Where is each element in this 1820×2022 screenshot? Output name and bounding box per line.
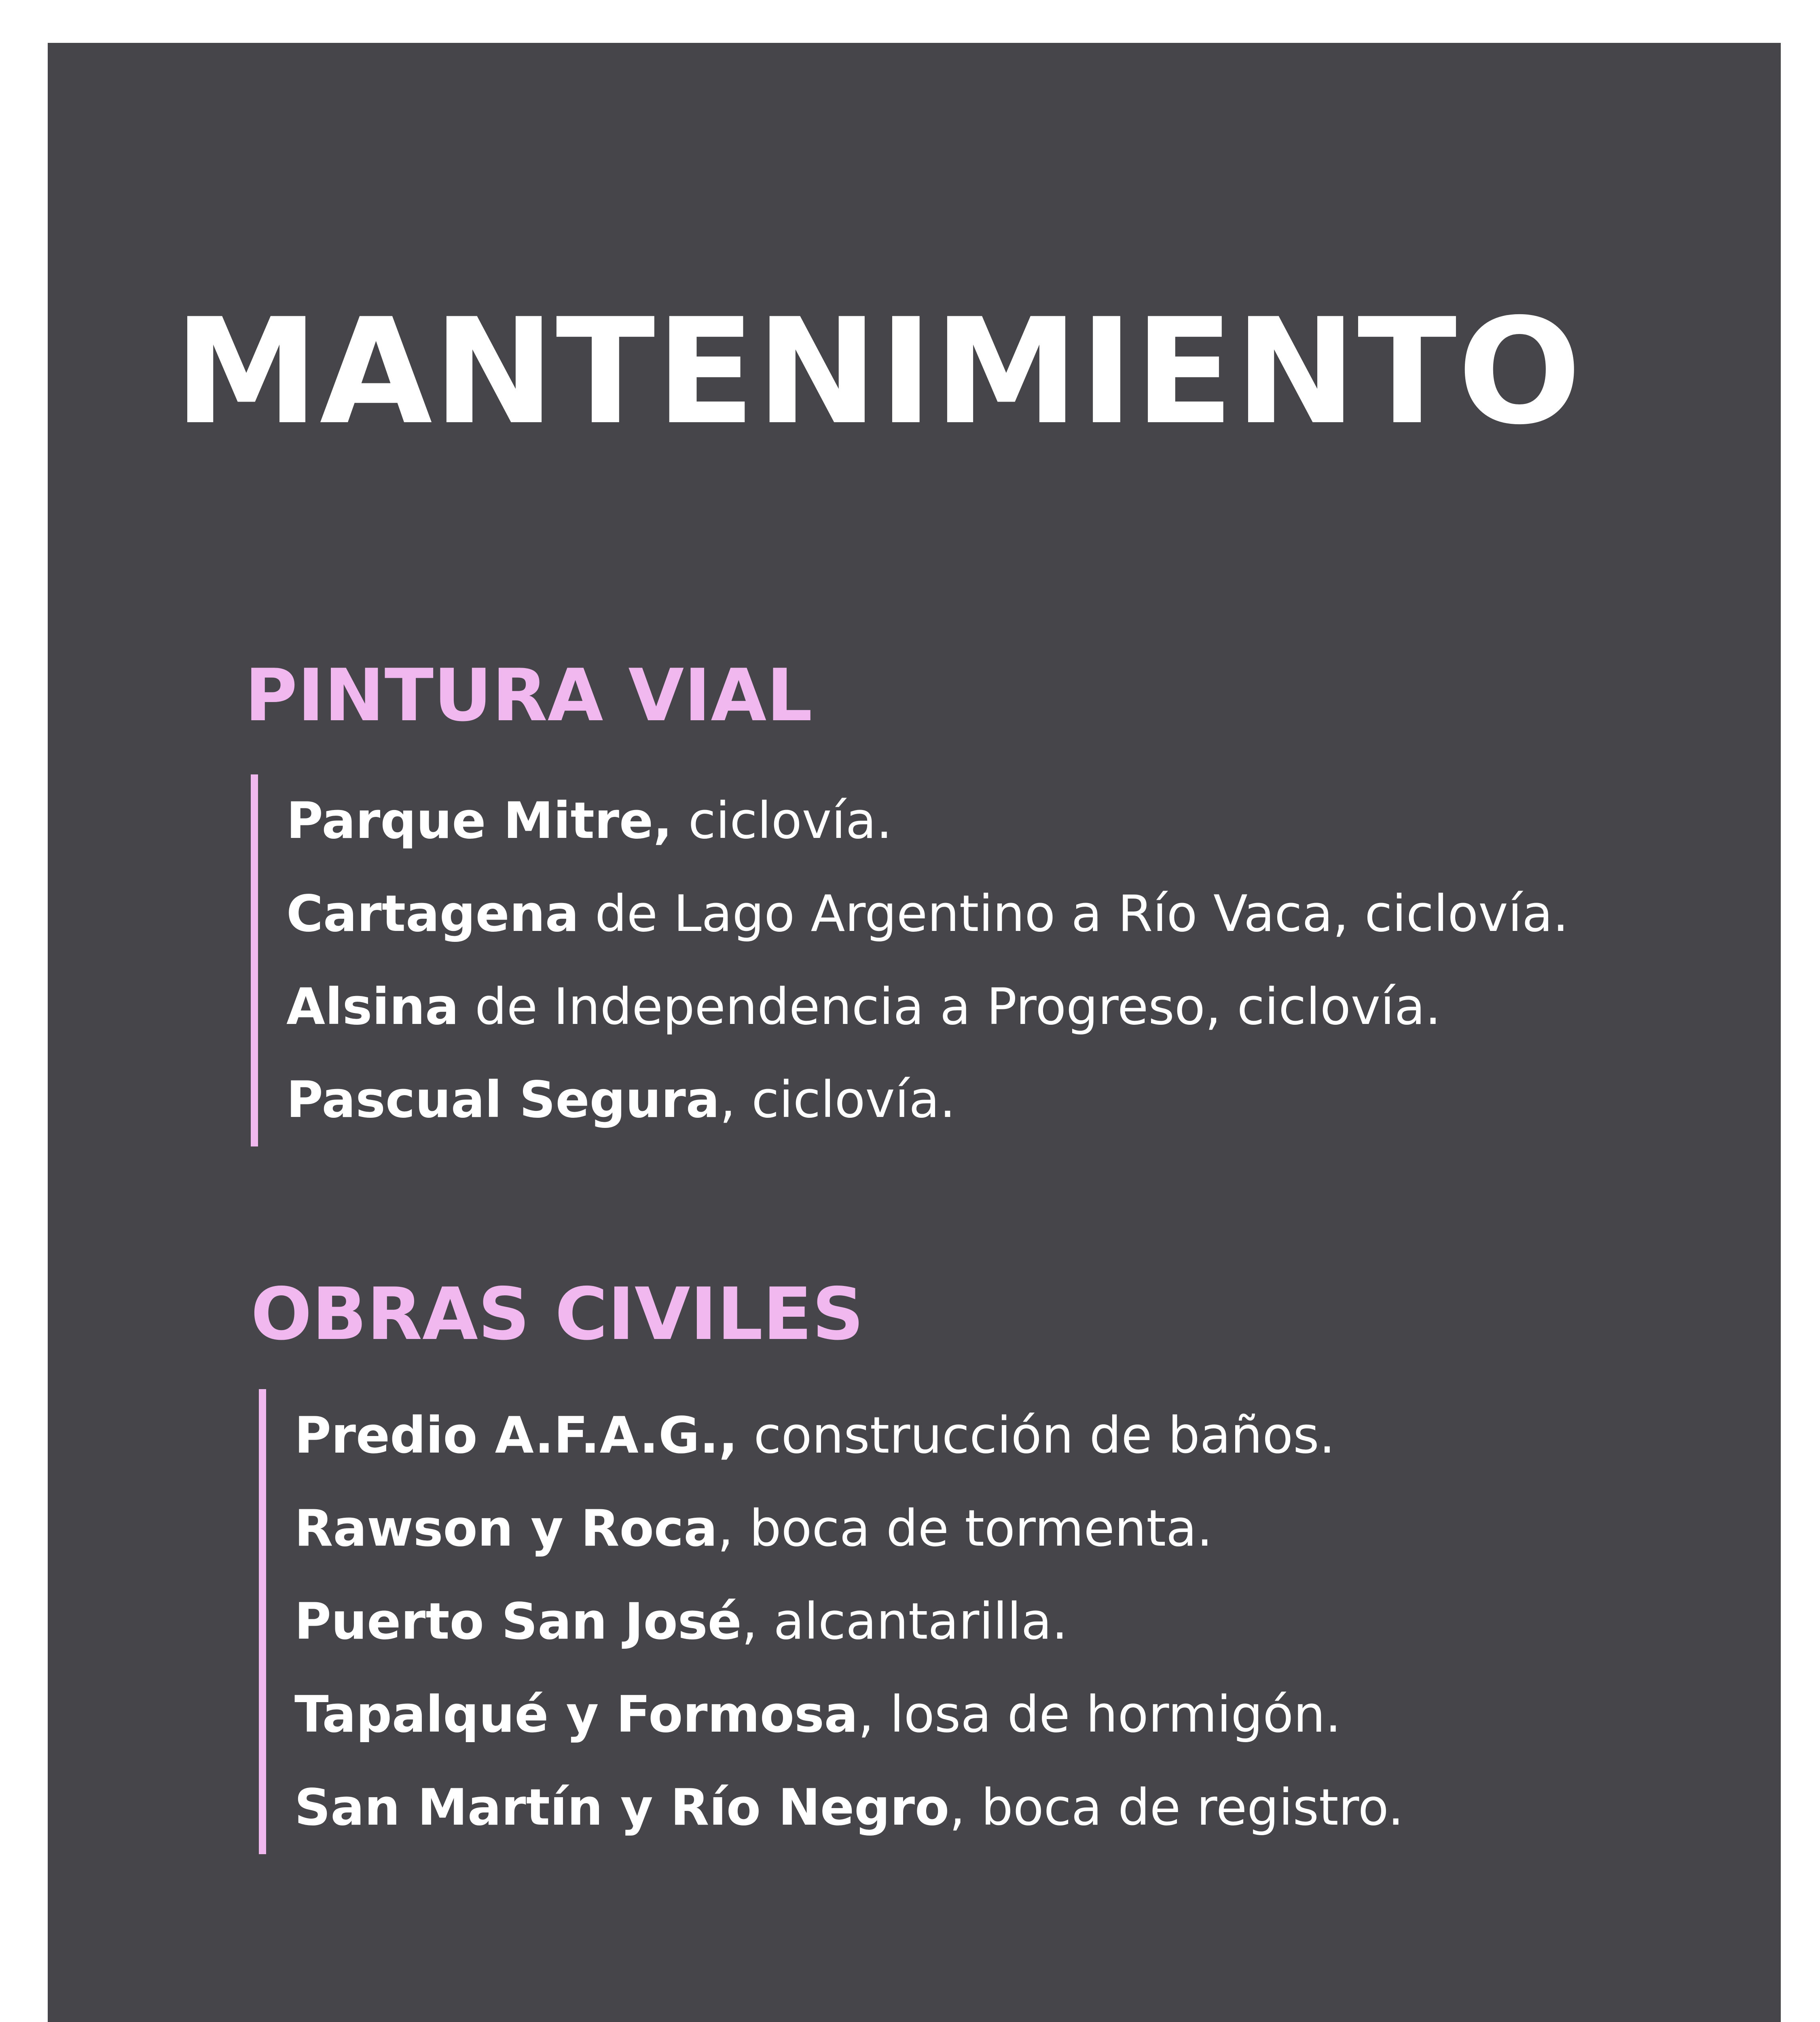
list-item: Pascual Segura, ciclovía. [286,1071,956,1129]
section-title-pintura-vial: PINTURA VIAL [245,654,813,737]
list-item: Parque Mitre, ciclovía. [286,792,892,850]
list-item: Predio A.F.A.G., construcción de baños. [294,1407,1335,1465]
obras-civiles-list [259,1389,1404,1854]
list-item: Cartagena de Lago Argentino a Río Vaca, ciclovía. [286,885,1569,943]
list-item: Alsina de Independencia a Progreso, ciclovía. [286,978,1441,1036]
page-title: MANTENIMIENTO [174,287,1582,457]
list-item: Rawson y Roca, boca de tormenta. [294,1500,1213,1558]
list-item: Tapalqué y Formosa, losa de hormigón. [294,1686,1342,1744]
list-item: San Martín y Río Negro, boca de registro. [294,1779,1404,1837]
list-item: Puerto San José, alcantarilla. [294,1593,1068,1651]
section-title-obras-civiles: OBRAS CIVILES [251,1272,864,1356]
pintura-vial-list [251,774,1569,1146]
